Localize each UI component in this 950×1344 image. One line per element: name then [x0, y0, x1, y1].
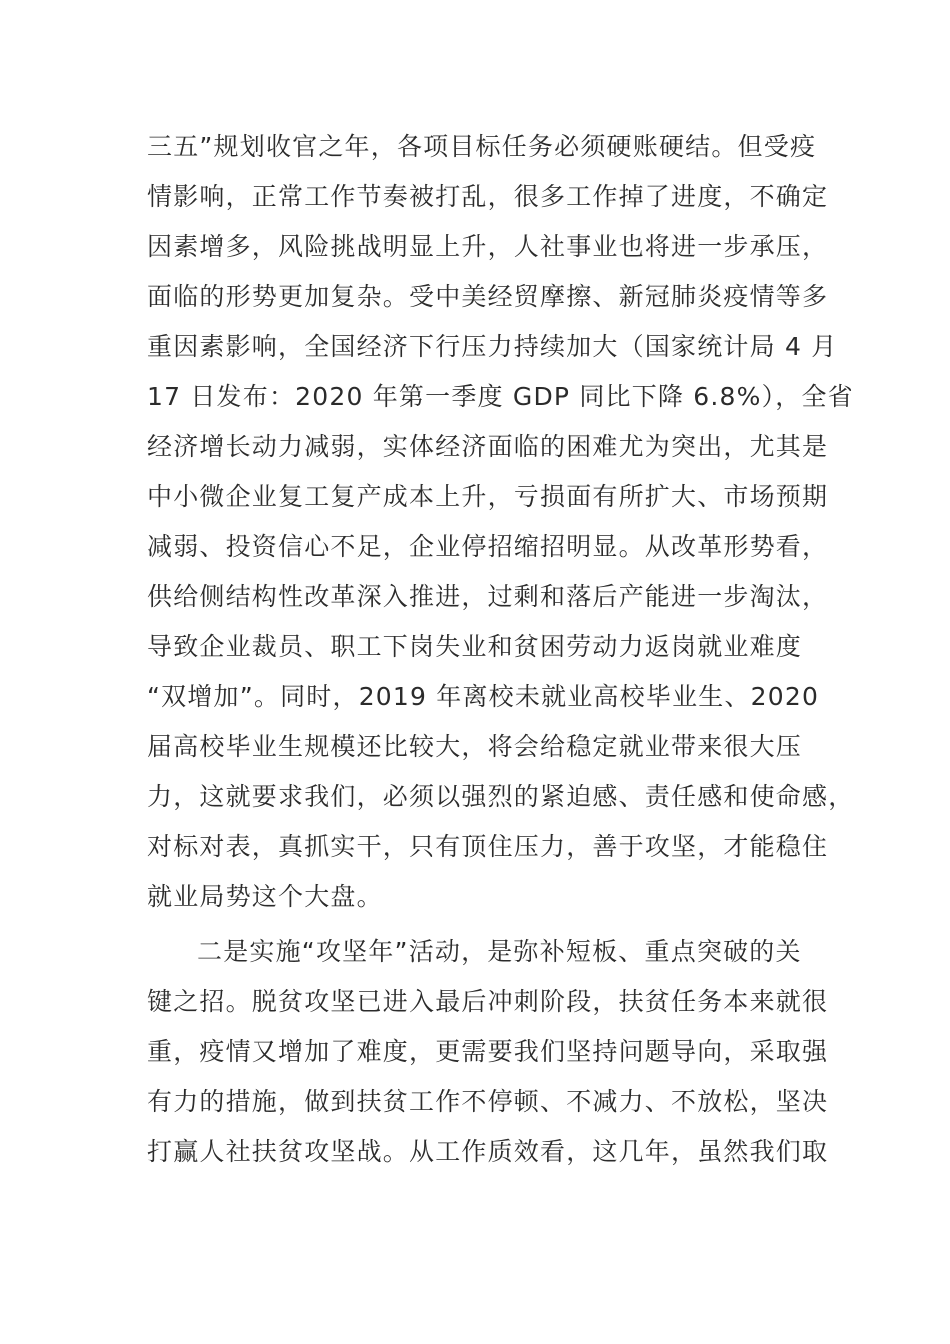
- paragraph-2-line: 二是实施“攻坚年”活动，是弥补短板、重点突破的关: [197, 937, 802, 966]
- paragraph-1-line: 就业局势这个大盘。: [147, 882, 383, 911]
- paragraph-2-line: 有力的措施，做到扶贫工作不停顿、不减力、不放松，坚决: [147, 1087, 829, 1116]
- paragraph-1-line: 力，这就要求我们，必须以强烈的紧迫感、责任感和使命感，: [147, 782, 855, 811]
- paragraph-1-line: 对标对表，真抓实干，只有顶住压力，善于攻坚，才能稳住: [147, 832, 829, 861]
- paragraph-1-line: 供给侧结构性改革深入推进，过剩和落后产能进一步淘汰，: [147, 582, 829, 611]
- paragraph-1-line: 因素增多，风险挑战明显上升，人社事业也将进一步承压，: [147, 232, 829, 261]
- paragraph-1-line: “双增加”。同时，2019 年离校未就业高校毕业生、2020: [147, 682, 820, 711]
- paragraph-1-line: 面临的形势更加复杂。受中美经贸摩擦、新冠肺炎疫情等多: [147, 282, 829, 311]
- paragraph-1-line: 届高校毕业生规模还比较大，将会给稳定就业带来很大压: [147, 732, 803, 761]
- paragraph-1-line: 减弱、投资信心不足，企业停招缩招明显。从改革形势看，: [147, 532, 829, 561]
- paragraph-2-line: 键之招。脱贫攻坚已进入最后冲刺阶段，扶贫任务本来就很: [147, 987, 829, 1016]
- paragraph-1-line: 三五”规划收官之年，各项目标任务必须硬账硬结。但受疫: [147, 132, 817, 161]
- paragraph-1-line: 情影响，正常工作节奏被打乱，很多工作掉了进度，不确定: [147, 182, 829, 211]
- paragraph-1-line: 重因素影响，全国经济下行压力持续加大（国家统计局 4 月: [147, 332, 838, 361]
- paragraph-1-line: 导致企业裁员、职工下岗失业和贫困劳动力返岗就业难度: [147, 632, 803, 661]
- paragraph-1-line: 经济增长动力减弱，实体经济面临的困难尤为突出，尤其是: [147, 432, 829, 461]
- paragraph-1-line: 17 日发布：2020 年第一季度 GDP 同比下降 6.8%），全省: [147, 382, 854, 411]
- paragraph-2-line: 打赢人社扶贫攻坚战。从工作质效看，这几年，虽然我们取: [147, 1137, 829, 1166]
- paragraph-2-line: 重，疫情又增加了难度，更需要我们坚持问题导向，采取强: [147, 1037, 829, 1066]
- paragraph-1-line: 中小微企业复工复产成本上升，亏损面有所扩大、市场预期: [147, 482, 829, 511]
